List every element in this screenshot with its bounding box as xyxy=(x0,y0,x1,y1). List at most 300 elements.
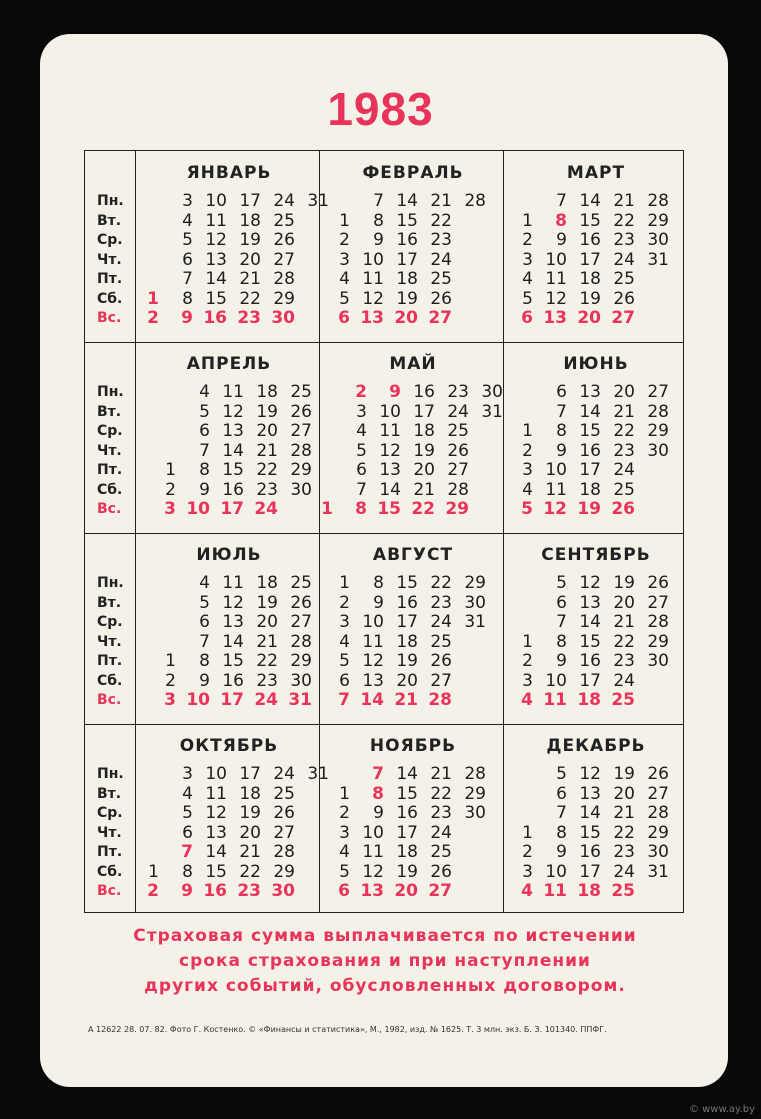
day-number: 12 xyxy=(362,651,384,671)
day-number: 8 xyxy=(556,631,567,652)
day-number: 1 xyxy=(522,421,533,441)
day-number: 20 xyxy=(613,783,635,804)
day-number: 10 xyxy=(205,191,227,211)
day-number: 20 xyxy=(239,249,261,270)
day-number: 21 xyxy=(613,401,635,422)
day-number: 15 xyxy=(396,783,418,804)
day-number: 2 xyxy=(147,881,159,901)
day-number: 24 xyxy=(613,249,635,270)
day-number: 14 xyxy=(222,440,244,461)
day-number: 30 xyxy=(271,881,295,901)
day-number: 7 xyxy=(372,764,384,784)
day-number: 29 xyxy=(273,861,295,882)
month-name: ИЮЛЬ xyxy=(196,545,262,565)
month-name: ИЮНЬ xyxy=(563,354,629,374)
day-number: 21 xyxy=(413,479,435,500)
day-number: 10 xyxy=(205,764,227,784)
day-number: 1 xyxy=(165,651,176,671)
day-number: 8 xyxy=(373,573,384,593)
day-number: 4 xyxy=(522,479,533,500)
day-number: 11 xyxy=(379,421,401,441)
day-number: 19 xyxy=(256,401,278,422)
day-number: 29 xyxy=(290,460,312,480)
day-number: 3 xyxy=(522,670,533,691)
day-number: 29 xyxy=(290,651,312,671)
month-name: ФЕВРАЛЬ xyxy=(362,163,464,183)
day-number: 2 xyxy=(339,803,350,823)
day-number: 21 xyxy=(394,690,418,710)
weekday-label: Ср. xyxy=(97,423,123,439)
day-number: 28 xyxy=(273,842,295,862)
day-number: 24 xyxy=(273,191,295,211)
day-number: 3 xyxy=(182,764,193,784)
day-number: 3 xyxy=(164,690,176,710)
day-number: 15 xyxy=(377,499,401,519)
day-number: 17 xyxy=(579,861,601,882)
day-number: 22 xyxy=(411,499,435,519)
day-number: 1 xyxy=(147,288,159,309)
day-number: 20 xyxy=(396,670,418,691)
day-number: 9 xyxy=(373,230,384,250)
day-number: 17 xyxy=(239,764,261,784)
day-number: 5 xyxy=(556,573,567,593)
day-number: 9 xyxy=(199,479,210,500)
day-number: 8 xyxy=(182,288,193,309)
day-number: 24 xyxy=(613,460,635,480)
day-number: 20 xyxy=(613,592,635,613)
day-number: 3 xyxy=(164,499,176,519)
weekday-label: Пт. xyxy=(97,653,123,669)
day-number: 14 xyxy=(579,612,601,632)
day-number: 19 xyxy=(579,288,601,309)
day-number: 11 xyxy=(545,269,567,289)
day-number: 15 xyxy=(396,210,418,231)
day-number: 31 xyxy=(647,861,669,882)
day-number: 9 xyxy=(181,881,193,901)
day-number: 27 xyxy=(430,670,452,691)
day-number: 5 xyxy=(356,440,367,461)
day-number: 26 xyxy=(290,592,312,613)
day-number: 27 xyxy=(428,881,452,901)
day-number: 11 xyxy=(543,690,567,710)
day-number: 17 xyxy=(579,670,601,691)
day-number: 27 xyxy=(647,382,669,402)
day-number: 11 xyxy=(362,842,384,862)
day-number: 14 xyxy=(205,842,227,862)
day-number: 19 xyxy=(396,861,418,882)
day-number: 17 xyxy=(579,460,601,480)
day-number: 12 xyxy=(579,764,601,784)
day-number: 11 xyxy=(362,269,384,289)
day-number: 24 xyxy=(447,401,469,422)
day-number: 1 xyxy=(148,861,159,882)
day-number: 31 xyxy=(647,249,669,270)
day-number: 22 xyxy=(239,288,261,309)
day-number: 25 xyxy=(430,842,452,862)
day-number: 3 xyxy=(522,460,533,480)
day-number: 4 xyxy=(182,783,193,804)
weekday-label: Чт. xyxy=(97,633,122,650)
day-number: 21 xyxy=(430,764,452,784)
day-number: 2 xyxy=(339,230,350,250)
day-number: 24 xyxy=(430,822,452,843)
weekday-label: Вт. xyxy=(97,594,122,611)
day-number: 16 xyxy=(396,592,418,613)
day-number: 20 xyxy=(394,308,418,328)
day-number: 24 xyxy=(273,764,295,784)
day-number: 24 xyxy=(430,249,452,270)
day-number: 22 xyxy=(613,210,635,231)
weekday-label: Вс. xyxy=(97,692,122,708)
day-number: 10 xyxy=(362,249,384,270)
weekday-label: Пт. xyxy=(97,844,123,860)
day-number: 16 xyxy=(203,881,227,901)
day-number: 26 xyxy=(647,764,669,784)
day-number: 13 xyxy=(205,822,227,843)
day-number: 17 xyxy=(239,191,261,211)
day-number: 10 xyxy=(545,460,567,480)
day-number: 30 xyxy=(290,670,312,691)
day-number: 23 xyxy=(613,230,635,250)
day-number: 6 xyxy=(521,308,533,328)
day-number: 17 xyxy=(396,612,418,632)
day-number: 27 xyxy=(273,822,295,843)
weekday-label: Пн. xyxy=(97,193,124,209)
day-number: 4 xyxy=(339,842,350,862)
day-number: 8 xyxy=(555,210,567,231)
day-number: 27 xyxy=(447,460,469,480)
day-number: 26 xyxy=(613,288,635,309)
day-number: 27 xyxy=(647,592,669,613)
day-number: 18 xyxy=(239,210,261,231)
day-number: 25 xyxy=(273,210,295,231)
day-number: 16 xyxy=(579,440,601,461)
day-number: 5 xyxy=(522,288,533,309)
weekday-label: Пн. xyxy=(97,766,124,782)
day-number: 19 xyxy=(613,573,635,593)
day-number: 8 xyxy=(355,499,367,519)
day-number: 22 xyxy=(430,783,452,804)
day-number: 25 xyxy=(290,573,312,593)
day-number: 23 xyxy=(613,651,635,671)
grid-hline xyxy=(85,342,683,343)
day-number: 10 xyxy=(362,822,384,843)
day-number: 14 xyxy=(396,191,418,211)
day-number: 26 xyxy=(273,230,295,250)
day-number: 31 xyxy=(464,612,486,632)
day-number: 4 xyxy=(356,421,367,441)
month-name: ДЕКАБРЬ xyxy=(546,736,646,756)
day-number: 28 xyxy=(647,191,669,211)
day-number: 23 xyxy=(430,592,452,613)
day-number: 7 xyxy=(181,842,193,862)
day-number: 18 xyxy=(256,573,278,593)
day-number: 8 xyxy=(556,822,567,843)
day-number: 23 xyxy=(430,803,452,823)
day-number: 30 xyxy=(464,803,486,823)
day-number: 22 xyxy=(430,573,452,593)
day-number: 4 xyxy=(199,573,210,593)
day-number: 16 xyxy=(203,308,227,328)
day-number: 26 xyxy=(290,401,312,422)
day-number: 12 xyxy=(379,440,401,461)
day-number: 17 xyxy=(579,249,601,270)
day-number: 18 xyxy=(256,382,278,402)
day-number: 17 xyxy=(220,690,244,710)
day-number: 13 xyxy=(579,592,601,613)
day-number: 27 xyxy=(290,421,312,441)
day-number: 21 xyxy=(613,612,635,632)
day-number: 8 xyxy=(556,421,567,441)
day-number: 26 xyxy=(647,573,669,593)
day-number: 22 xyxy=(430,210,452,231)
day-number: 2 xyxy=(339,592,350,613)
day-number: 5 xyxy=(339,288,350,309)
day-number: 3 xyxy=(522,249,533,270)
day-number: 30 xyxy=(481,382,503,402)
day-number: 24 xyxy=(254,499,278,519)
day-number: 8 xyxy=(372,783,384,804)
day-number: 22 xyxy=(256,460,278,480)
day-number: 10 xyxy=(186,690,210,710)
day-number: 29 xyxy=(647,822,669,843)
weekday-label: Вт. xyxy=(97,785,122,802)
month-name: НОЯБРЬ xyxy=(369,736,457,756)
day-number: 3 xyxy=(339,612,350,632)
year-title: 1983 xyxy=(327,83,434,135)
weekday-label: Пн. xyxy=(97,384,124,400)
day-number: 28 xyxy=(647,612,669,632)
weekday-label: Ср. xyxy=(97,805,123,821)
day-number: 4 xyxy=(521,881,533,901)
day-number: 16 xyxy=(579,842,601,862)
day-number: 19 xyxy=(396,288,418,309)
month-name: МАЙ xyxy=(389,354,437,374)
note-line: Страховая сумма выплачивается по истечении xyxy=(133,926,637,946)
day-number: 17 xyxy=(413,401,435,422)
day-number: 15 xyxy=(222,460,244,480)
day-number: 9 xyxy=(199,670,210,691)
grid-vline xyxy=(135,151,136,912)
day-number: 31 xyxy=(307,764,329,784)
day-number: 24 xyxy=(613,861,635,882)
day-number: 18 xyxy=(396,269,418,289)
day-number: 3 xyxy=(182,191,193,211)
day-number: 18 xyxy=(579,479,601,500)
day-number: 13 xyxy=(543,308,567,328)
day-number: 13 xyxy=(360,308,384,328)
day-number: 3 xyxy=(339,249,350,270)
day-number: 1 xyxy=(339,573,350,593)
day-number: 23 xyxy=(237,308,261,328)
day-number: 28 xyxy=(647,401,669,422)
day-number: 10 xyxy=(379,401,401,422)
day-number: 16 xyxy=(579,651,601,671)
day-number: 16 xyxy=(396,803,418,823)
day-number: 12 xyxy=(205,803,227,823)
day-number: 8 xyxy=(199,460,210,480)
day-number: 10 xyxy=(362,612,384,632)
day-number: 12 xyxy=(579,573,601,593)
day-number: 7 xyxy=(199,631,210,652)
day-number: 7 xyxy=(356,479,367,500)
day-number: 30 xyxy=(647,842,669,862)
day-number: 28 xyxy=(464,191,486,211)
day-number: 23 xyxy=(447,382,469,402)
day-number: 7 xyxy=(199,440,210,461)
weekday-label: Сб. xyxy=(97,290,123,307)
day-number: 29 xyxy=(647,210,669,231)
day-number: 24 xyxy=(430,612,452,632)
day-number: 29 xyxy=(464,783,486,804)
day-number: 20 xyxy=(394,881,418,901)
day-number: 11 xyxy=(543,881,567,901)
day-number: 9 xyxy=(556,230,567,250)
day-number: 25 xyxy=(613,479,635,500)
day-number: 6 xyxy=(339,670,350,691)
day-number: 19 xyxy=(239,230,261,250)
day-number: 21 xyxy=(613,191,635,211)
day-number: 4 xyxy=(339,631,350,652)
printer-imprint: А 12622 28. 07. 82. Фото Г. Костенко. © «Финансы и статистика», М., 1982, изд. № 1625. Т. 3 млн. экз. Б. З. 101340. ППФГ. xyxy=(88,1025,607,1034)
day-number: 13 xyxy=(205,249,227,270)
weekday-label: Сб. xyxy=(97,481,123,498)
day-number: 23 xyxy=(237,881,261,901)
day-number: 10 xyxy=(186,499,210,519)
day-number: 6 xyxy=(199,612,210,632)
day-number: 21 xyxy=(239,269,261,289)
day-number: 19 xyxy=(396,651,418,671)
day-number: 20 xyxy=(239,822,261,843)
day-number: 29 xyxy=(647,421,669,441)
day-number: 22 xyxy=(613,822,635,843)
day-number: 30 xyxy=(647,440,669,461)
day-number: 14 xyxy=(396,764,418,784)
weekday-label: Пт. xyxy=(97,271,123,287)
day-number: 6 xyxy=(556,382,567,402)
weekday-label: Пт. xyxy=(97,462,123,478)
day-number: 1 xyxy=(339,210,350,231)
day-number: 28 xyxy=(290,631,312,652)
day-number: 19 xyxy=(577,499,601,519)
weekday-label: Вс. xyxy=(97,883,122,899)
day-number: 16 xyxy=(396,230,418,250)
day-number: 12 xyxy=(362,288,384,309)
day-number: 9 xyxy=(556,440,567,461)
day-number: 6 xyxy=(199,421,210,441)
weekday-label: Сб. xyxy=(97,672,123,689)
day-number: 24 xyxy=(254,690,278,710)
month-name: СЕНТЯБРЬ xyxy=(541,545,651,565)
day-number: 11 xyxy=(222,382,244,402)
day-number: 2 xyxy=(522,842,533,862)
calendar-grid xyxy=(84,150,684,913)
month-name: ЯНВАРЬ xyxy=(186,163,272,183)
day-number: 3 xyxy=(339,822,350,843)
day-number: 24 xyxy=(613,670,635,691)
day-number: 14 xyxy=(579,803,601,823)
day-number: 2 xyxy=(355,382,367,402)
day-number: 21 xyxy=(256,440,278,461)
day-number: 18 xyxy=(577,881,601,901)
day-number: 16 xyxy=(222,670,244,691)
day-number: 15 xyxy=(579,210,601,231)
grid-hline xyxy=(85,724,683,725)
day-number: 15 xyxy=(579,631,601,652)
day-number: 1 xyxy=(522,822,533,843)
day-number: 22 xyxy=(256,651,278,671)
day-number: 6 xyxy=(338,881,350,901)
weekday-label: Чт. xyxy=(97,442,122,459)
month-name: АПРЕЛЬ xyxy=(186,354,272,374)
day-number: 4 xyxy=(522,269,533,289)
day-number: 5 xyxy=(556,764,567,784)
day-number: 17 xyxy=(396,822,418,843)
day-number: 7 xyxy=(373,191,384,211)
day-number: 29 xyxy=(445,499,469,519)
day-number: 15 xyxy=(579,822,601,843)
day-number: 27 xyxy=(290,612,312,632)
day-number: 3 xyxy=(356,401,367,422)
weekday-label: Чт. xyxy=(97,251,122,268)
day-number: 14 xyxy=(379,479,401,500)
day-number: 25 xyxy=(613,269,635,289)
day-number: 15 xyxy=(205,861,227,882)
day-number: 26 xyxy=(273,803,295,823)
day-number: 28 xyxy=(647,803,669,823)
day-number: 2 xyxy=(165,479,176,500)
day-number: 12 xyxy=(205,230,227,250)
day-number: 23 xyxy=(256,670,278,691)
note-line: других событий, обусловленных договором. xyxy=(144,976,626,996)
day-number: 25 xyxy=(611,881,635,901)
day-number: 18 xyxy=(239,783,261,804)
day-number: 25 xyxy=(447,421,469,441)
day-number: 2 xyxy=(522,651,533,671)
day-number: 30 xyxy=(290,479,312,500)
day-number: 4 xyxy=(182,210,193,231)
weekday-label: Сб. xyxy=(97,863,123,880)
day-number: 20 xyxy=(256,421,278,441)
day-number: 23 xyxy=(430,230,452,250)
day-number: 20 xyxy=(613,382,635,402)
day-number: 9 xyxy=(373,592,384,613)
day-number: 9 xyxy=(556,651,567,671)
day-number: 1 xyxy=(165,460,176,480)
note-line: срока страхования и при наступлении xyxy=(179,951,591,971)
day-number: 7 xyxy=(182,269,193,289)
day-number: 10 xyxy=(545,861,567,882)
day-number: 22 xyxy=(239,861,261,882)
day-number: 29 xyxy=(464,573,486,593)
day-number: 11 xyxy=(205,783,227,804)
day-number: 18 xyxy=(396,842,418,862)
day-number: 7 xyxy=(338,690,350,710)
day-number: 9 xyxy=(373,803,384,823)
day-number: 2 xyxy=(147,308,159,328)
day-number: 15 xyxy=(205,288,227,309)
day-number: 13 xyxy=(360,881,384,901)
month-name: МАРТ xyxy=(566,163,626,183)
day-number: 8 xyxy=(182,861,193,882)
day-number: 18 xyxy=(413,421,435,441)
day-number: 21 xyxy=(613,803,635,823)
day-number: 23 xyxy=(256,479,278,500)
day-number: 4 xyxy=(199,382,210,402)
day-number: 6 xyxy=(556,592,567,613)
day-number: 26 xyxy=(430,288,452,309)
day-number: 12 xyxy=(543,499,567,519)
